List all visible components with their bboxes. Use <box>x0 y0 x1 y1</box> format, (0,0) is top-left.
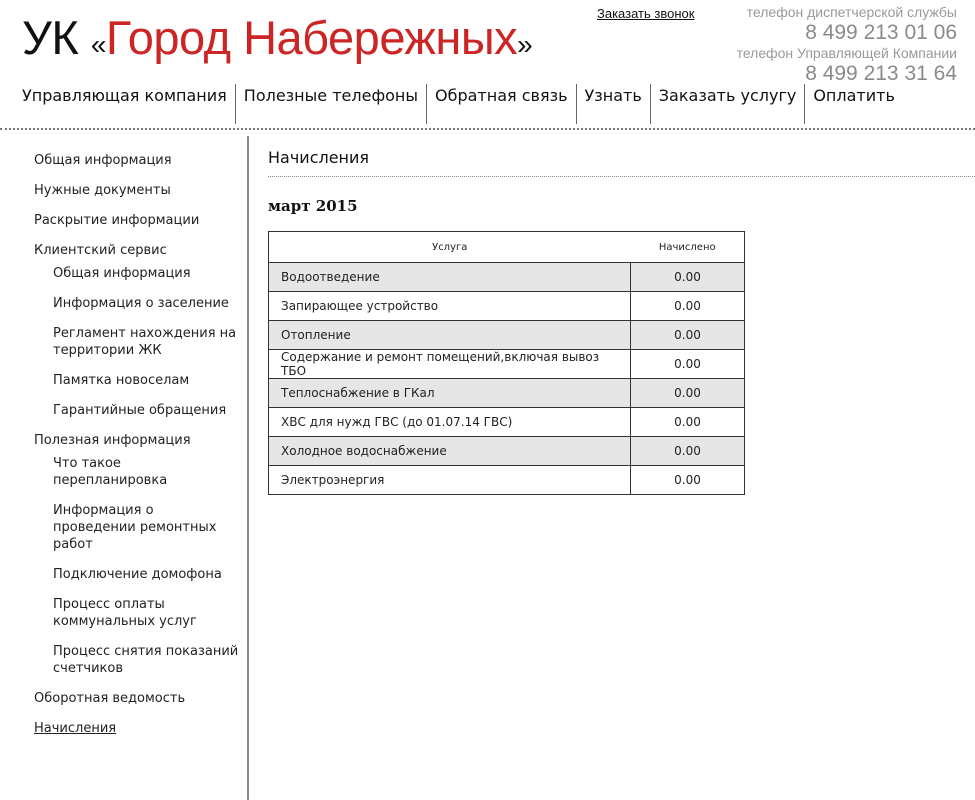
table-row <box>269 292 745 321</box>
service-cell: Холодное водоснабжение <box>269 437 631 466</box>
sidebar-item-client-service[interactable]: Клиентский сервис <box>34 243 167 258</box>
sidebar-item-disclosure[interactable]: Раскрытие информации <box>34 213 200 228</box>
period-heading: март 2015 <box>268 197 358 215</box>
logo-prefix: УК <box>22 11 79 64</box>
site-header <box>0 0 975 130</box>
sidebar-subitem-general[interactable]: Общая информация <box>53 266 191 281</box>
title-divider <box>268 176 975 177</box>
logo-name: Город Набережных <box>105 11 518 64</box>
sidebar-submenu-client-service <box>53 265 239 419</box>
sidebar-menu <box>34 152 239 750</box>
service-cell: Отопление <box>269 321 631 350</box>
nav-item-phones[interactable]: Полезные телефоны <box>243 86 418 105</box>
sidebar-subitem-meter-readings[interactable]: Процесс снятия показаний счетчиков <box>53 644 239 676</box>
sidebar-item-documents[interactable]: Нужные документы <box>34 183 171 198</box>
column-header-service: Услуга <box>269 232 631 263</box>
nav-item-pay[interactable]: Оплатить <box>813 86 895 105</box>
charged-cell: 0.00 <box>631 263 745 292</box>
charged-cell: 0.00 <box>631 321 745 350</box>
sidebar-subitem-regulations[interactable]: Регламент нахождения на территории ЖК <box>53 326 237 358</box>
sidebar-divider <box>247 136 249 800</box>
sidebar-subitem-settlement[interactable]: Информация о заселение <box>53 296 229 311</box>
service-cell: Водоотведение <box>269 263 631 292</box>
table-row <box>269 437 745 466</box>
service-cell: ХВС для нужд ГВС (до 01.07.14 ГВС) <box>269 408 631 437</box>
sidebar-subitem-warranty[interactable]: Гарантийные обращения <box>53 403 227 418</box>
service-cell: Содержание и ремонт помещений,включая вывоз ТБО <box>269 350 631 379</box>
service-cell: Запирающее устройство <box>269 292 631 321</box>
sidebar-subitem-memo[interactable]: Памятка новоселам <box>53 373 190 388</box>
nav-item-learn[interactable]: Узнать <box>584 86 642 105</box>
company-phone: 8 499 213 31 64 <box>805 62 957 85</box>
sidebar-subitem-replanning[interactable]: Что такое перепланировка <box>53 456 168 488</box>
nav-item-order-service[interactable]: Заказать услугу <box>658 86 797 105</box>
company-label: телефон Управляющей Компании <box>736 45 957 61</box>
charges-table <box>268 231 745 495</box>
charged-cell: 0.00 <box>631 466 745 495</box>
main-content <box>268 148 975 495</box>
charged-cell: 0.00 <box>631 379 745 408</box>
sidebar-subitem-payment-process[interactable]: Процесс оплаты коммунальных услуг <box>53 597 197 629</box>
logo-open-quote: « <box>90 29 106 60</box>
table-row <box>269 379 745 408</box>
main-nav <box>14 84 903 126</box>
table-row <box>269 466 745 495</box>
table-row <box>269 408 745 437</box>
table-row <box>269 321 745 350</box>
service-cell: Электроэнергия <box>269 466 631 495</box>
charged-cell: 0.00 <box>631 408 745 437</box>
charged-cell: 0.00 <box>631 350 745 379</box>
service-cell: Теплоснабжение в ГКал <box>269 379 631 408</box>
table-header-row <box>269 232 745 263</box>
sidebar-item-charges[interactable]: Начисления <box>34 721 117 736</box>
site-logo[interactable] <box>22 8 532 75</box>
column-header-charged: Начислено <box>631 232 745 263</box>
phone-block <box>737 4 957 86</box>
sidebar-submenu-useful-info <box>53 455 239 677</box>
sidebar-item-turnover[interactable]: Оборотная ведомость <box>34 691 186 706</box>
table-row <box>269 263 745 292</box>
header-divider <box>0 128 975 130</box>
nav-item-feedback[interactable]: Обратная связь <box>435 86 568 105</box>
dispatcher-label: телефон диспетчерской службы <box>746 4 957 20</box>
charged-cell: 0.00 <box>631 292 745 321</box>
logo-close-quote: » <box>517 29 533 60</box>
callback-link[interactable]: Заказать звонок <box>597 6 695 21</box>
dispatcher-phone: 8 499 213 01 06 <box>805 21 957 44</box>
nav-item-company[interactable]: Управляющая компания <box>22 86 227 105</box>
sidebar-subitem-repair-works[interactable]: Информация о проведении ремонтных работ <box>53 503 217 552</box>
table-row <box>269 350 745 379</box>
charged-cell: 0.00 <box>631 437 745 466</box>
sidebar-item-useful-info[interactable]: Полезная информация <box>34 433 191 448</box>
sidebar-item-general[interactable]: Общая информация <box>34 153 172 168</box>
sidebar-subitem-intercom[interactable]: Подключение домофона <box>53 567 222 582</box>
page-title: Начисления <box>268 148 370 167</box>
